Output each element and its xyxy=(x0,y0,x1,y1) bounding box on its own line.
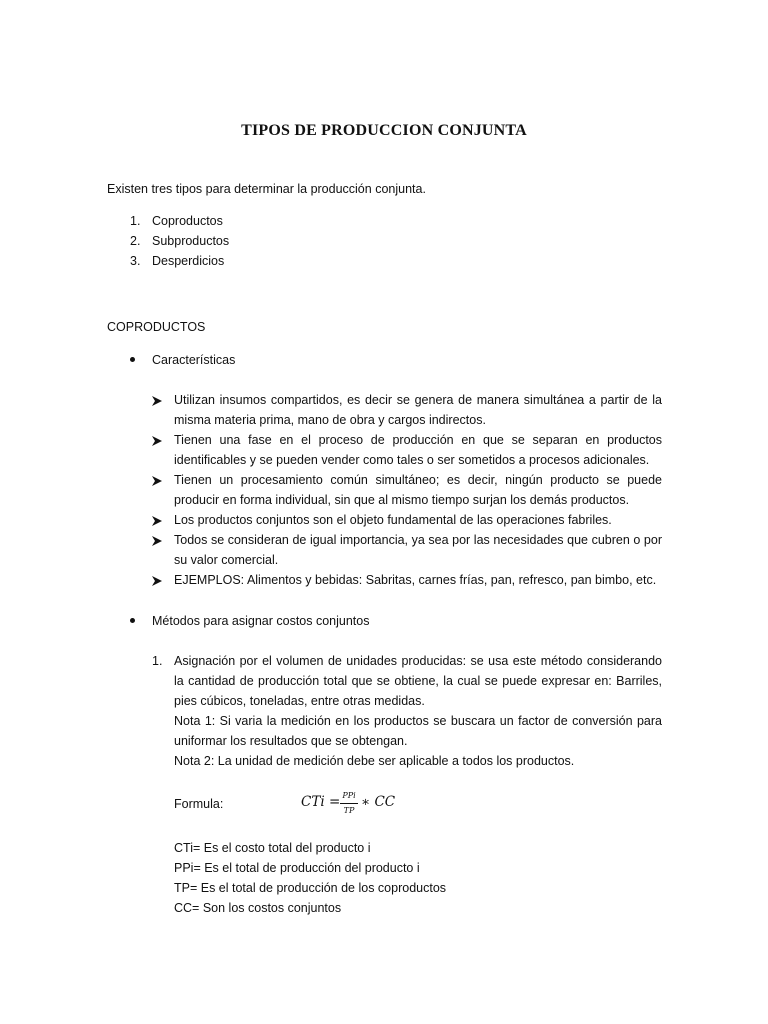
list-item: Todos se consideran de igual importancia, ya sea por las necesidades que cubren o por su valor comercial. xyxy=(174,533,662,567)
definition-line: CTi= Es el costo total del producto i xyxy=(174,841,371,855)
list-item: Utilizan insumos compartidos, es decir se genera de manera simultánea a partir de la misma materia prima, mano de obra y cargos indirectos. xyxy=(174,393,662,427)
formula-label: Formula: xyxy=(174,797,224,811)
document-title: TIPOS DE PRODUCCION CONJUNTA xyxy=(241,122,527,139)
list-number: 3. xyxy=(130,254,141,268)
methods-heading: Métodos para asignar costos conjuntos xyxy=(152,614,370,628)
list-number: 1. xyxy=(152,654,163,668)
list-item: Tienen un procesamiento común simultáneo; es decir, ningún producto se puede producir en forma individual, sin que al mismo tiempo surjan los demás productos. xyxy=(174,473,662,507)
arrow-bullet-icon xyxy=(152,536,162,546)
method-note: Nota 2: La unidad de medición debe ser aplicable a todos los productos. xyxy=(174,754,575,768)
bullet-icon xyxy=(130,357,135,362)
list-item: Los productos conjuntos son el objeto fundamental de las operaciones fabriles. xyxy=(174,513,612,527)
definition-line: PPi= Es el total de producción del producto i xyxy=(174,861,420,875)
arrow-bullet-icon xyxy=(152,436,162,446)
arrow-bullet-icon xyxy=(152,396,162,406)
intro-paragraph: Existen tres tipos para determinar la producción conjunta. xyxy=(107,182,426,196)
formula-denominator: TP xyxy=(343,806,355,815)
definition-line: TP= Es el total de producción de los coproductos xyxy=(174,881,447,895)
formula-numerator: PPi xyxy=(342,791,356,800)
formula-rhs: ∗ CC xyxy=(361,794,396,810)
fraction-bar xyxy=(340,803,358,804)
bullet-icon xyxy=(130,618,135,623)
method-description: Asignación por el volumen de unidades producidas: se usa este método considerando la cantidad de producción total que se obtiene, la cual se puede expresar en: Barriles, pies cúbicos, toneladas, entre otras medidas. xyxy=(174,654,662,708)
section-heading: COPRODUCTOS xyxy=(107,320,206,334)
arrow-bullet-icon xyxy=(152,476,162,486)
arrow-bullet-icon xyxy=(152,516,162,526)
list-item: EJEMPLOS: Alimentos y bebidas: Sabritas, carnes frías, pan, refresco, pan bimbo, etc. xyxy=(174,573,657,587)
characteristics-heading: Características xyxy=(152,353,236,367)
list-item: Tienen una fase en el proceso de producción en que se separan en productos identificables y se pueden vender como tales o ser sometidos a procesos adicionales. xyxy=(174,433,662,467)
formula-lhs: CTi = xyxy=(301,794,341,810)
arrow-bullet-icon xyxy=(152,576,162,586)
list-item: Coproductos xyxy=(152,214,223,228)
list-item: Desperdicios xyxy=(152,254,225,268)
list-item: Subproductos xyxy=(152,234,230,248)
list-number: 2. xyxy=(130,234,141,248)
definition-line: CC= Son los costos conjuntos xyxy=(174,901,342,915)
list-number: 1. xyxy=(130,214,141,228)
method-note: Nota 1: Si varia la medición en los productos se buscara un factor de conversión para uniformar los resultados que se obtengan. xyxy=(174,714,662,748)
